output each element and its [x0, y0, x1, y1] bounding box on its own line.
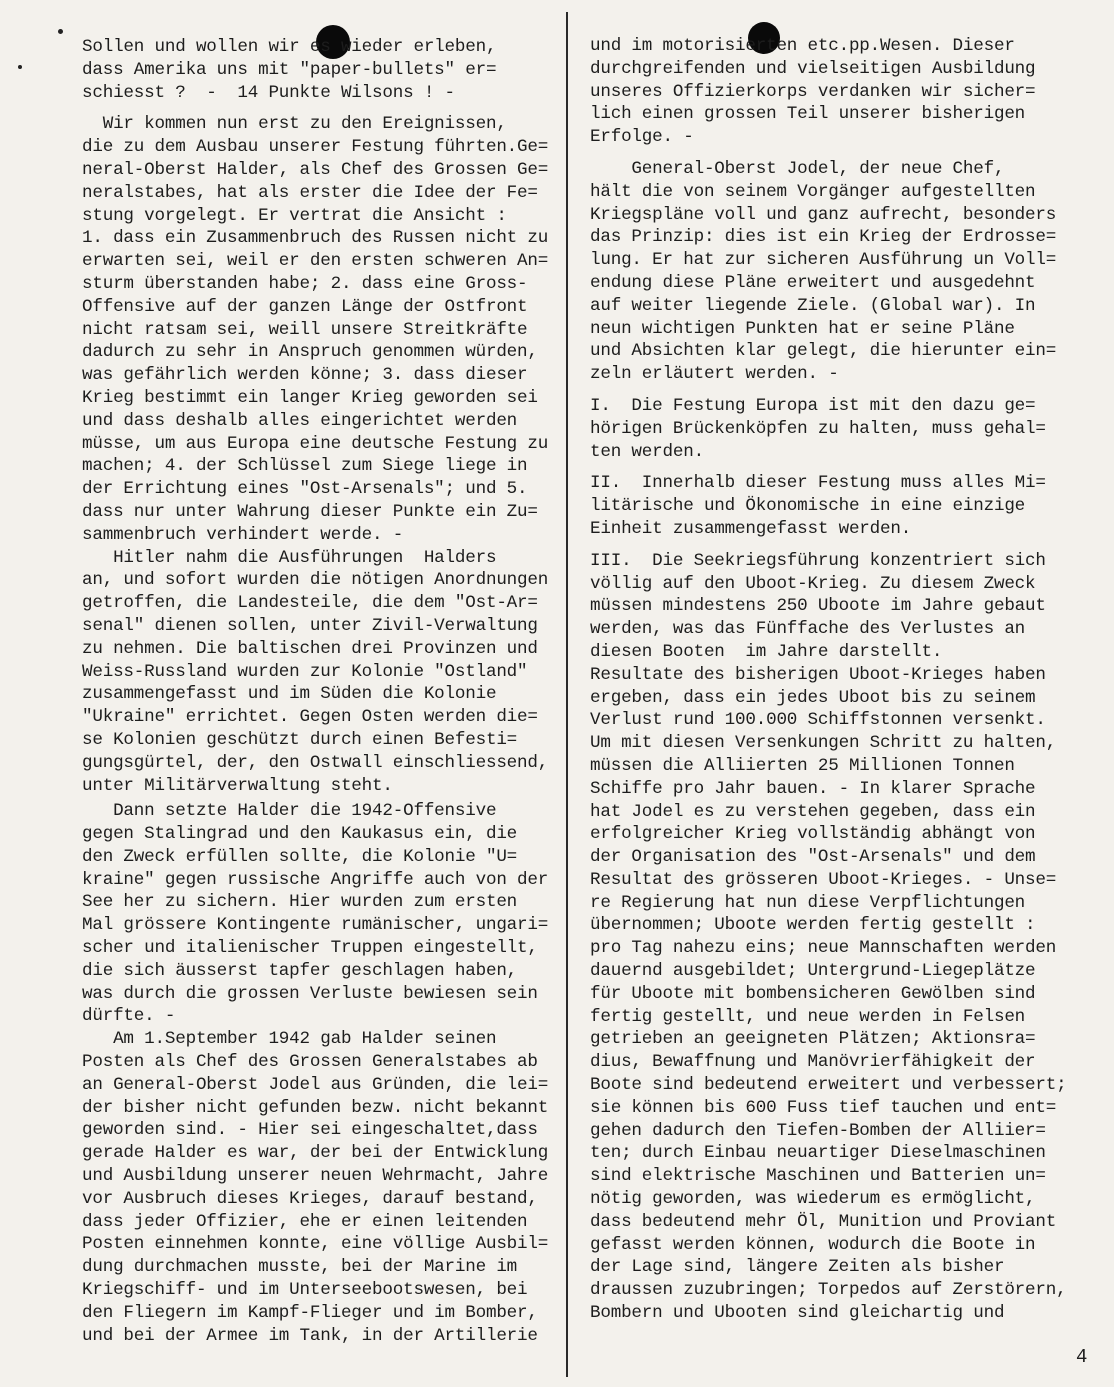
- point-two: II. Innerhalb dieser Festung muss alles Mi= litärische und Ökonomische in eine einzige Einheit zusammengefasst werden.: [590, 473, 1046, 539]
- right-column: [590, 35, 1090, 1325]
- paragraph-jodel-plans: General-Oberst Jodel, der neue Chef, hält die von seinem Vorgänger aufgestellten Kriegspläne voll und ganz aufrecht, besonders das Prinzip: dies ist ein Krieg der Erdrosse= lung. Er hat zur sicheren Ausführung un Voll= endung diese Pläne erweitert und ausgedehnt auf weiter liegende Ziele. (Global war). In neun wichtigen Punkten hat er seine Pläne und Absichten klar gelegt, die hierunter ein= zeln erläutert werden. -: [590, 158, 1057, 385]
- paragraph-officer-training: und im motorisierten etc.pp.Wesen. Dieser durchgreifenden und vielseitigen Ausbildung unseres Offizierkorps verdanken wir sicher= lich einen grossen Teil unserer bisherigen Erfolge. -: [590, 36, 1036, 148]
- intro-paragraph: Sollen und wollen wir es wieder erleben, dass Amerika uns mit "paper-bullets" er= schiesst ? - 14 Punkte Wilsons ! -: [82, 37, 497, 103]
- ink-speck: [18, 65, 22, 69]
- ink-speck: [58, 29, 63, 34]
- column-divider: [566, 12, 568, 1377]
- point-one: I. Die Festung Europa ist mit den dazu ge= hörigen Brückenköpfen zu halten, muss gehal= ten werden.: [590, 395, 1046, 462]
- paragraph-halder-idea: Wir kommen nun erst zu den Ereignissen, die zu dem Ausbau unserer Festung führten.Ge= neral-Oberst Halder, als Chef des Grossen Ge= neralstabes, hat als erster die Idee der Fe= stung vorgelegt. Er vertrat die Ansicht : 1. dass ein Zusammenbruch des Russen nicht zu erwarten sei, weil er den ersten schweren An= sturm überstanden habe; 2. dass eine Gross- Offensive auf der ganzen Länge der Ostfront nicht ratsam sei, weill unsere Streitkräfte dadurch zu sehr in Anspruch genommen würden, was gefährlich werden könne; 3. dass dieser Krieg bestimmt ein langer Krieg geworden sei und dass deshalb alles eingerichtet werden müsse, um aus Europa eine deutsche Festung zu machen; 4. der Schlüssel zum Siege liege in der Errichtung eines "Ost-Arsenals"; und 5. dass nur unter Wahrung dieser Punkte ein Zu= sammenbruch verhindert werde. -: [82, 114, 549, 545]
- paragraph-offensive-1942: Dann setzte Halder die 1942-Offensive gegen Stalingrad und den Kaukasus ein, die den Zweck erfüllen sollte, die Kolonie "U= kraine" gegen russische Angriffe auch von der See her zu sichern. Hier wurden zum ersten Mal grössere Kontingente rumänischer, ungari= scher und italienischer Truppen eingestellt, die sich äusserst tapfer geschlagen haben, was durch die grossen Verluste bewiesen sein dürfte. -: [82, 801, 549, 1027]
- page-number: 4: [1076, 1346, 1088, 1368]
- point-three: III. Die Seekriegsführung konzentriert sich völlig auf den Uboot-Krieg. Zu diesem Zweck müssen mindestens 250 Uboote im Jahre gebaut werden, was das Fünffache des Verlustes an diesen Booten im Jahre darstellt. Resultate des bisherigen Uboot-Krieges haben ergeben, dass ein jedes Uboot bis zu seinem Verlust rund 100.000 Schiffstonnen versenkt. Um mit diesen Versenkungen Schritt zu halten, müssen die Alliierten 25 Millionen Tonnen Schiffe pro Jahr bauen. - In klarer Sprache hat Jodel es zu verstehen gegeben, dass ein erfolgreicher Krieg vollständig abhängt von der Organisation des "Ost-Arsenals" und dem Resultat des grösseren Uboot-Krieges. - Unse= re Regierung hat nun diese Verpflichtungen übernommen; Uboote werden fertig gestellt : pro Tag nahezu eins; neue Mannschaften werden dauernd ausgebildet; Untergrund-Liegeplätze für Uboote mit bombensicheren Gewölben sind fertig gestellt, und neue werden in Felsen getrieben an geeigneten Plätzen; Aktionsra= dius, Bewaffnung und Manövrierfähigkeit der Boote sind bedeutend erweitert und verbessert; sie können bis 600 Fuss tief tauchen und ent= gehen dadurch den Tiefen-Bomben der Alliier= ten; durch Einbau neuartiger Dieselmaschinen sind elektrische Maschinen und Batterien un= nötig geworden, was wiederum es ermöglicht, dass bedeutend mehr Öl, Munition und Proviant gefasst werden können, wodurch die Boote in der Lage sind, längere Zeiten als bisher draussen zuzubringen; Torpedos auf Zerstörern, Bombern und Ubooten sind gleichartig und: [590, 550, 1067, 1324]
- paragraph-halder-resignation: Am 1.September 1942 gab Halder seinen Posten als Chef des Grossen Generalstabes ab an General-Oberst Jodel aus Gründen, die lei= der bisher nicht gefunden bezw. nicht bekannt geworden sind. - Hier sei eingeschaltet,dass gerade Halder es war, der bei der Entwicklung und Ausbildung unserer neuen Wehrmacht, Jahre vor Ausbruch dieses Krieges, darauf bestand, dass jeder Offizier, ehe er einen leitenden Posten einnehmen konnte, eine völlige Ausbil= dung durchmachen musste, bei der Marine im Kriegschiff- und im Unterseebootswesen, bei den Fliegern im Kampf-Flieger und im Bomber, und bei der Armee im Tank, in der Artillerie: [82, 1029, 549, 1346]
- left-column: [82, 36, 549, 1347]
- paragraph-hitler-colonies: Hitler nahm die Ausführungen Halders an, und sofort wurden die nötigen Anordnungen getroffen, die Landesteile, die dem "Ost-Ar= senal" dienen sollen, unter Zivil-Verwaltung zu nehmen. Die baltischen drei Provinzen und Weiss-Russland wurden zur Kolonie "Ostland" zusammengefasst und im Süden die Kolonie "Ukraine" errichtet. Gegen Osten werden die= se Kolonien geschützt durch einen Befesti= gungsgürtel, der, den Ostwall einschliessend, unter Militärverwaltung steht.: [82, 547, 549, 796]
